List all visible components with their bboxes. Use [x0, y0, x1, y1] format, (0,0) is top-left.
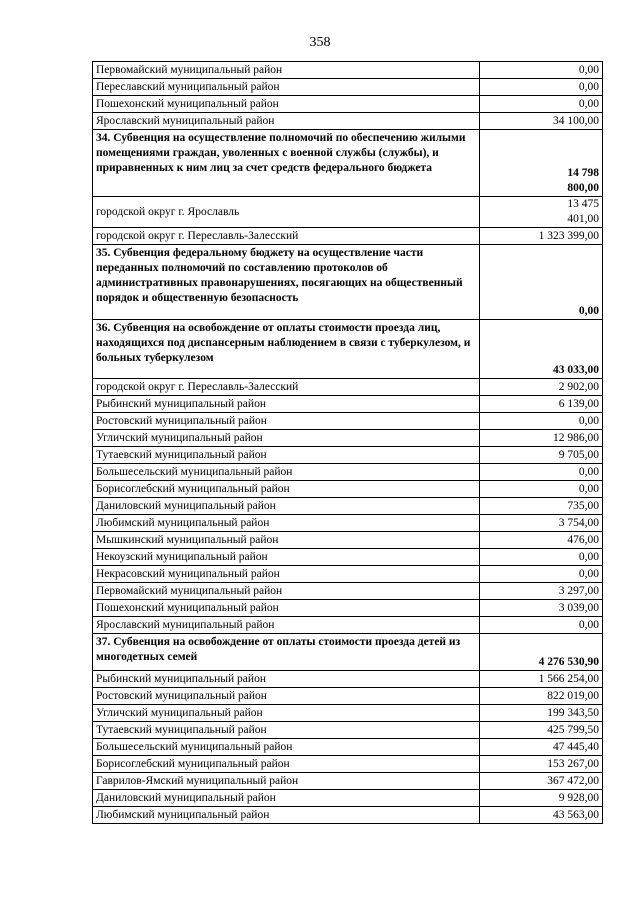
row-value: 425 799,50 — [480, 722, 603, 739]
section-total — [480, 130, 603, 197]
section-title: 34. Субвенция на осуществление полномочий по обеспечению жилыми помещениями граждан, уволенных с военной службы (службы), и приравненных к ним лиц за счет средств федерального бюджета — [93, 130, 480, 197]
row-name: Тутаевский муниципальный район — [93, 722, 480, 739]
table-row — [93, 79, 603, 96]
table-row — [93, 447, 603, 464]
row-value: 367 472,00 — [480, 773, 603, 790]
row-value: 153 267,00 — [480, 756, 603, 773]
table-row — [93, 790, 603, 807]
section-total-line1: 14 798 — [567, 167, 599, 179]
row-name: Угличский муниципальный район — [93, 430, 480, 447]
section-header-row — [93, 130, 603, 197]
section-title: 36. Субвенция на освобождение от оплаты стоимости проезда лиц, находящихся под диспансерным наблюдением в связи с туберкулезом, и больных туберкулезом — [93, 320, 480, 379]
row-value: 0,00 — [480, 62, 603, 79]
row-value: 735,00 — [480, 498, 603, 515]
row-value: 47 445,40 — [480, 739, 603, 756]
table-row — [93, 62, 603, 79]
table-row — [93, 532, 603, 549]
row-value-line1: 13 475 — [567, 198, 599, 210]
row-name: Рыбинский муниципальный район — [93, 671, 480, 688]
table-row — [93, 549, 603, 566]
table-row — [93, 228, 603, 245]
row-name: Ростовский муниципальный район — [93, 688, 480, 705]
row-value: 199 343,50 — [480, 705, 603, 722]
row-name: Даниловский муниципальный район — [93, 790, 480, 807]
row-value: 3 039,00 — [480, 600, 603, 617]
table-row — [93, 722, 603, 739]
section-title: 37. Субвенция на освобождение от оплаты стоимости проезда детей из многодетных семей — [93, 634, 480, 671]
row-value: 3 297,00 — [480, 583, 603, 600]
row-name: Рыбинский муниципальный район — [93, 396, 480, 413]
row-name: Первомайский муниципальный район — [93, 62, 480, 79]
row-value: 34 100,00 — [480, 113, 603, 130]
row-value: 822 019,00 — [480, 688, 603, 705]
page-number: 358 — [309, 35, 331, 50]
table-row — [93, 515, 603, 532]
row-name: Ярославский муниципальный район — [93, 617, 480, 634]
row-value: 0,00 — [480, 481, 603, 498]
table-row — [93, 705, 603, 722]
row-value: 1 566 254,00 — [480, 671, 603, 688]
row-name: городской округ г. Переславль-Залесский — [93, 228, 480, 245]
row-value: 0,00 — [480, 413, 603, 430]
row-name: Любимский муниципальный район — [93, 807, 480, 824]
table-row — [93, 197, 603, 228]
row-name: Некоузский муниципальный район — [93, 549, 480, 566]
section-title: 35. Субвенция федеральному бюджету на осуществление части переданных полномочий по составлению протоколов об административных правонарушениях, посягающих на общественный порядок и общественную безопасность — [93, 245, 480, 320]
section-total-line2: 800,00 — [567, 182, 599, 194]
table-row — [93, 413, 603, 430]
section-header-row — [93, 320, 603, 379]
table-row — [93, 464, 603, 481]
row-value: 0,00 — [480, 566, 603, 583]
row-name: Угличский муниципальный район — [93, 705, 480, 722]
row-name: городской округ г. Переславль-Залесский — [93, 379, 480, 396]
row-value: 0,00 — [480, 549, 603, 566]
row-name: Первомайский муниципальный район — [93, 583, 480, 600]
section-total: 0,00 — [480, 245, 603, 320]
section-total: 43 033,00 — [480, 320, 603, 379]
row-value: 9 928,00 — [480, 790, 603, 807]
table-row — [93, 481, 603, 498]
row-name: Ярославский муниципальный район — [93, 113, 480, 130]
row-name: Гаврилов-Ямский муниципальный район — [93, 773, 480, 790]
row-value: 0,00 — [480, 79, 603, 96]
table-row — [93, 671, 603, 688]
table-row — [93, 583, 603, 600]
table-row — [93, 498, 603, 515]
table-row — [93, 96, 603, 113]
row-value: 43 563,00 — [480, 807, 603, 824]
section-header-row — [93, 245, 603, 320]
row-name: Тутаевский муниципальный район — [93, 447, 480, 464]
table-row — [93, 566, 603, 583]
row-name: Борисоглебский муниципальный район — [93, 481, 480, 498]
row-value: 6 139,00 — [480, 396, 603, 413]
row-name: Ростовский муниципальный район — [93, 413, 480, 430]
row-value — [480, 197, 603, 228]
row-value: 3 754,00 — [480, 515, 603, 532]
table-row — [93, 600, 603, 617]
subvention-table — [92, 61, 603, 824]
row-name: Переславский муниципальный район — [93, 79, 480, 96]
table-row — [93, 430, 603, 447]
section-total: 4 276 530,90 — [480, 634, 603, 671]
table-row — [93, 807, 603, 824]
row-value: 9 705,00 — [480, 447, 603, 464]
row-value: 0,00 — [480, 96, 603, 113]
row-name: Даниловский муниципальный район — [93, 498, 480, 515]
table-row — [93, 739, 603, 756]
row-value: 476,00 — [480, 532, 603, 549]
section-header-row — [93, 634, 603, 671]
row-name: Борисоглебский муниципальный район — [93, 756, 480, 773]
row-value: 0,00 — [480, 617, 603, 634]
row-name: городской округ г. Ярославль — [93, 197, 480, 228]
row-name: Пошехонский муниципальный район — [93, 600, 480, 617]
table-row — [93, 688, 603, 705]
row-value: 12 986,00 — [480, 430, 603, 447]
row-value: 2 902,00 — [480, 379, 603, 396]
row-value: 0,00 — [480, 464, 603, 481]
table-row — [93, 617, 603, 634]
row-name: Большесельский муниципальный район — [93, 464, 480, 481]
row-name: Любимский муниципальный район — [93, 515, 480, 532]
row-value-line2: 401,00 — [567, 213, 599, 225]
table-row — [93, 773, 603, 790]
row-value: 1 323 399,00 — [480, 228, 603, 245]
row-name: Мышкинский муниципальный район — [93, 532, 480, 549]
row-name: Некрасовский муниципальный район — [93, 566, 480, 583]
table-row — [93, 113, 603, 130]
table-row — [93, 756, 603, 773]
row-name: Пошехонский муниципальный район — [93, 96, 480, 113]
table-row — [93, 396, 603, 413]
row-name: Большесельский муниципальный район — [93, 739, 480, 756]
table-row — [93, 379, 603, 396]
